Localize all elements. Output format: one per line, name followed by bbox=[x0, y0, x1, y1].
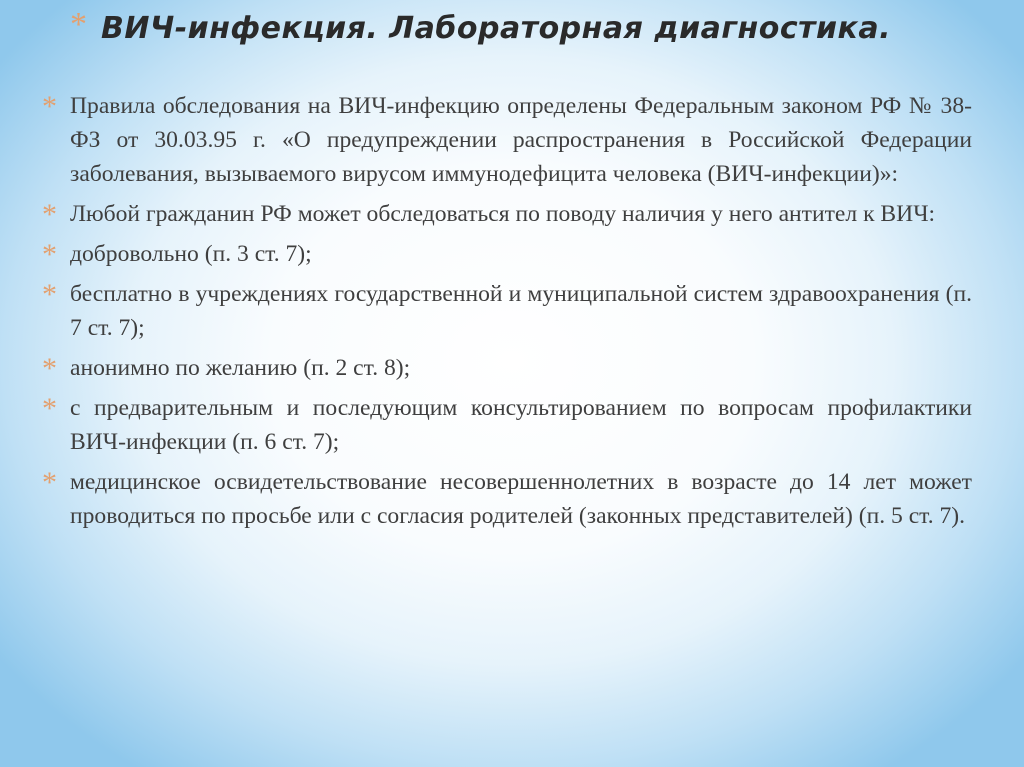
bullet-text: добровольно (п. 3 ст. 7); bbox=[70, 241, 312, 267]
bullet-item bbox=[42, 391, 972, 459]
bullet-item bbox=[42, 465, 972, 533]
bullet-text: с предварительным и последующим консультированием по вопросам профилактики ВИЧ-инфекции (п. 6 ст. 7); bbox=[70, 395, 972, 455]
bullet-item bbox=[42, 277, 972, 345]
title-row bbox=[70, 6, 1010, 50]
bullet-text: бесплатно в учреждениях государственной и муниципальной систем здравоохранения (п. 7 ст. 7); bbox=[70, 281, 972, 341]
star-bullet-icon: * bbox=[42, 352, 57, 385]
bullet-item bbox=[42, 351, 972, 385]
bullet-list bbox=[42, 89, 972, 539]
star-bullet-icon: * bbox=[42, 278, 57, 311]
bullet-text: медицинское освидетельствование несовершеннолетних в возрасте до 14 лет может проводиться по просьбе или с согласия родителей (законных представителей) (п. 5 ст. 7). bbox=[70, 469, 972, 529]
bullet-text: Правила обследования на ВИЧ-инфекцию определены Федеральным законом РФ № 38-ФЗ от 30.03.95 г. «О предупреждении распространения в Российской Федерации заболевания, вызываемого вирусом иммунодефицита человека (ВИЧ-инфекции)»: bbox=[70, 93, 972, 187]
title-bullet-icon: * bbox=[70, 6, 87, 43]
bullet-text: анонимно по желанию (п. 2 ст. 8); bbox=[70, 355, 411, 381]
star-bullet-icon: * bbox=[42, 466, 57, 499]
bullet-item bbox=[42, 89, 972, 191]
bullet-item bbox=[42, 237, 972, 271]
star-bullet-icon: * bbox=[42, 392, 57, 425]
bullet-text: Любой гражданин РФ может обследоваться по поводу наличия у него антител к ВИЧ: bbox=[70, 201, 936, 227]
star-bullet-icon: * bbox=[42, 238, 57, 271]
slide-title: ВИЧ-инфекция. Лабораторная диагностика. bbox=[101, 10, 892, 46]
star-bullet-icon: * bbox=[42, 90, 57, 123]
bullet-item bbox=[42, 197, 972, 231]
star-bullet-icon: * bbox=[42, 198, 57, 231]
